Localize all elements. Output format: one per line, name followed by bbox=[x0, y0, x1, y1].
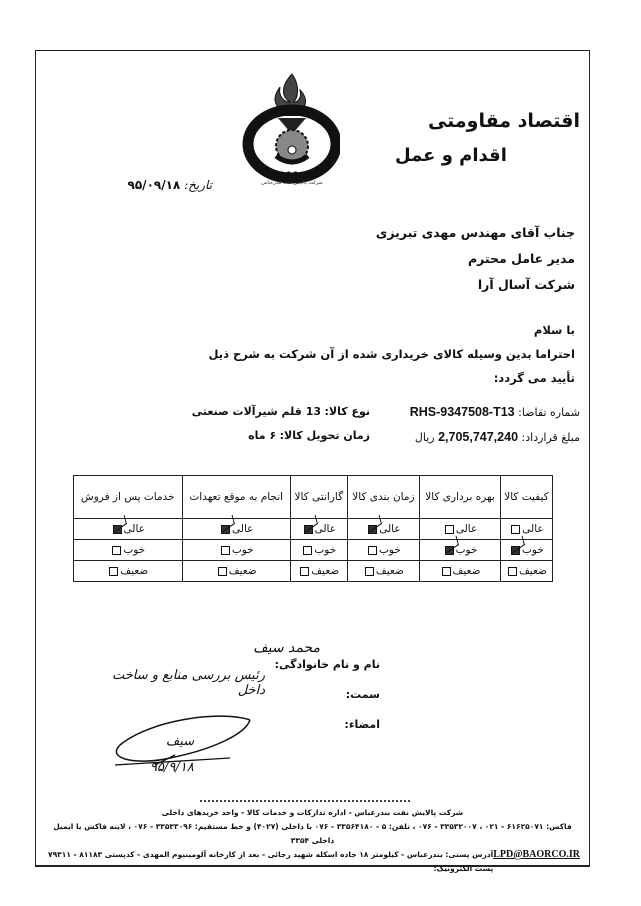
rating-cell bbox=[290, 519, 347, 540]
rating-label: ضعیف bbox=[452, 565, 481, 577]
checked-checkbox-icon[interactable] bbox=[221, 525, 230, 534]
rating-label: ضعیف bbox=[228, 565, 257, 577]
rating-cell bbox=[347, 540, 419, 561]
recipient-block bbox=[300, 220, 575, 298]
rating-label: عالی bbox=[123, 523, 145, 535]
goods-type-value: 13 قلم شیرآلات صنعتی bbox=[191, 405, 321, 418]
rating-cell bbox=[347, 519, 419, 540]
rating-cell bbox=[74, 540, 183, 561]
footer-department: شرکت پالایش نفت بندرعباس - اداره تدارکات و خدمات کالا - واحد خریدهای داخلی bbox=[161, 808, 464, 817]
column-header: خدمات پس از فروش bbox=[74, 476, 183, 519]
column-header: کیفیت کالا bbox=[500, 476, 552, 519]
delivery-time-value: ۶ ماه bbox=[248, 429, 277, 442]
signature-label: امضاء: bbox=[344, 718, 380, 731]
checked-checkbox-icon[interactable] bbox=[511, 546, 520, 555]
table-row-excellent bbox=[74, 519, 553, 540]
date-value: ۹۵/۰۹/۱۸ bbox=[127, 178, 181, 192]
table-row-weak bbox=[74, 561, 553, 582]
checkbox-icon[interactable] bbox=[112, 546, 121, 555]
company-logo bbox=[240, 72, 340, 187]
table-header-row bbox=[74, 476, 553, 519]
rating-label: عالی bbox=[455, 523, 478, 535]
rating-cell bbox=[500, 519, 552, 540]
rating-label: خوب bbox=[314, 544, 337, 556]
rating-label: خوب bbox=[455, 544, 478, 556]
evaluation-table bbox=[73, 475, 553, 582]
rating-cell bbox=[182, 540, 290, 561]
rating-label: خوب bbox=[379, 544, 401, 556]
footer-address-row bbox=[45, 848, 580, 876]
column-header: گارانتی کالا bbox=[290, 476, 347, 519]
checkbox-icon[interactable] bbox=[221, 546, 230, 555]
request-number-value: RHS-9347508-T13 bbox=[409, 405, 515, 419]
checked-checkbox-icon[interactable] bbox=[445, 546, 454, 555]
slogan-line-1: اقتصاد مقاومتی bbox=[427, 110, 580, 132]
footer bbox=[45, 806, 580, 876]
position-label: سمت: bbox=[345, 688, 380, 701]
recipient-company: شرکت آسال آرا bbox=[477, 277, 575, 292]
rating-cell bbox=[420, 561, 501, 582]
company-logo-icon bbox=[240, 72, 340, 187]
footer-divider bbox=[200, 800, 410, 802]
signature-labels bbox=[270, 650, 380, 740]
svg-text:B.O.R.C: B.O.R.C bbox=[279, 171, 305, 178]
rating-cell bbox=[74, 519, 183, 540]
signer-name: محمد سیف bbox=[253, 640, 320, 656]
checkbox-icon[interactable] bbox=[508, 567, 517, 576]
checkbox-icon[interactable] bbox=[303, 546, 312, 555]
rating-cell bbox=[74, 561, 183, 582]
date-label: تاریخ: bbox=[184, 178, 212, 192]
column-header: انجام به موقع تعهدات bbox=[182, 476, 290, 519]
checkbox-icon[interactable] bbox=[300, 567, 309, 576]
footer-email-link[interactable]: LPD@BAORCO.IR bbox=[493, 849, 580, 860]
name-label: نام و نام خانوادگی: bbox=[274, 658, 380, 671]
rating-label: عالی bbox=[379, 523, 401, 535]
checkbox-icon[interactable] bbox=[442, 567, 451, 576]
delivery-time-label: زمان تحویل کالا: bbox=[279, 429, 370, 442]
rating-cell bbox=[347, 561, 419, 582]
checked-checkbox-icon[interactable] bbox=[304, 525, 313, 534]
svg-text:شرکت پالایش نفت بندرعباس: شرکت پالایش نفت بندرعباس bbox=[261, 180, 323, 186]
footer-address: آدرس پستی: بندرعباس - کیلومتر ۱۸ جاده اسکله شهید رجائی - بعد از کارخانه آلومینیوم المهدی - کدپستی ۸۱۱۸۳ - ۷۹۳۱۱ پست الکترونیک: bbox=[48, 850, 494, 873]
signed-date: ۹۵/۹/۱۸ bbox=[150, 760, 194, 775]
contract-amount-label: مبلغ قرارداد: bbox=[521, 431, 580, 444]
checkbox-icon[interactable] bbox=[511, 525, 520, 534]
delivery-time-row bbox=[170, 424, 370, 448]
rating-cell bbox=[182, 519, 290, 540]
rating-cell bbox=[420, 519, 501, 540]
rating-label: عالی bbox=[314, 523, 337, 535]
checked-checkbox-icon[interactable] bbox=[113, 525, 122, 534]
column-header: زمان بندی کالا bbox=[347, 476, 419, 519]
checkbox-icon[interactable] bbox=[109, 567, 118, 576]
document-date bbox=[92, 178, 212, 192]
rating-label: عالی bbox=[522, 523, 544, 535]
checkbox-icon[interactable] bbox=[365, 567, 374, 576]
footer-contact-numbers: فاکس: ۶۱۶۲۵۰۷۱ - ۰۲۱ ، ۳۳۵۳۲۰۰۷ - ۰۷۶ ، تلفن: ۵ - ۳۳۵۶۴۱۸۰ - ۰۷۶ با داخلی (۴۰۲۷) و خط مستقیم: ۳۳۵۳۳۰۹۶ - ۰۷۶ ، لاینه فاکس یا ایمیل داخلی ۳۳۵۴ bbox=[53, 822, 572, 845]
rating-label: ضعیف bbox=[518, 565, 547, 577]
rating-label: عالی bbox=[232, 523, 254, 535]
goods-info bbox=[170, 400, 370, 448]
rating-cell bbox=[500, 561, 552, 582]
checkbox-icon[interactable] bbox=[368, 546, 377, 555]
contract-info bbox=[380, 400, 580, 450]
contract-amount-row bbox=[380, 425, 580, 450]
checkbox-icon[interactable] bbox=[445, 525, 454, 534]
request-number-row bbox=[380, 400, 580, 425]
rating-label: خوب bbox=[522, 544, 544, 556]
rating-cell bbox=[420, 540, 501, 561]
slogan-line-2: اقدام و عمل bbox=[395, 145, 507, 166]
checkbox-icon[interactable] bbox=[218, 567, 227, 576]
body-text: احتراما بدین وسیله کالای خریداری شده از آن شرکت به شرح ذیل تأیید می گردد: bbox=[208, 347, 575, 385]
greeting: با سلام bbox=[533, 323, 575, 337]
rating-label: خوب bbox=[123, 544, 146, 556]
rating-label: ضعیف bbox=[375, 565, 404, 577]
rating-cell bbox=[182, 561, 290, 582]
rating-cell bbox=[290, 561, 347, 582]
signer-position: رئیس بررسی منابع و ساخت داخل bbox=[111, 668, 265, 698]
letter-body bbox=[200, 318, 575, 390]
svg-text:سیف: سیف bbox=[165, 734, 195, 749]
table-row-good bbox=[74, 540, 553, 561]
rating-label: ضعیف bbox=[120, 565, 149, 577]
recipient-name: جناب آقای مهندس مهدی تبریزی bbox=[375, 225, 575, 240]
rating-label: ضعیف bbox=[311, 565, 340, 577]
goods-type-label: نوع کالا: bbox=[324, 405, 370, 418]
recipient-title: مدیر عامل محترم bbox=[467, 251, 575, 266]
contract-amount-unit: ریال bbox=[414, 431, 435, 444]
rating-cell bbox=[290, 540, 347, 561]
checked-checkbox-icon[interactable] bbox=[368, 525, 377, 534]
rating-label: خوب bbox=[231, 544, 254, 556]
rating-cell bbox=[500, 540, 552, 561]
request-number-label: شماره تقاضا: bbox=[518, 406, 580, 419]
goods-type-row bbox=[170, 400, 370, 424]
column-header: بهره برداری کالا bbox=[420, 476, 501, 519]
contract-amount-value: 2,705,747,240 bbox=[438, 430, 519, 444]
